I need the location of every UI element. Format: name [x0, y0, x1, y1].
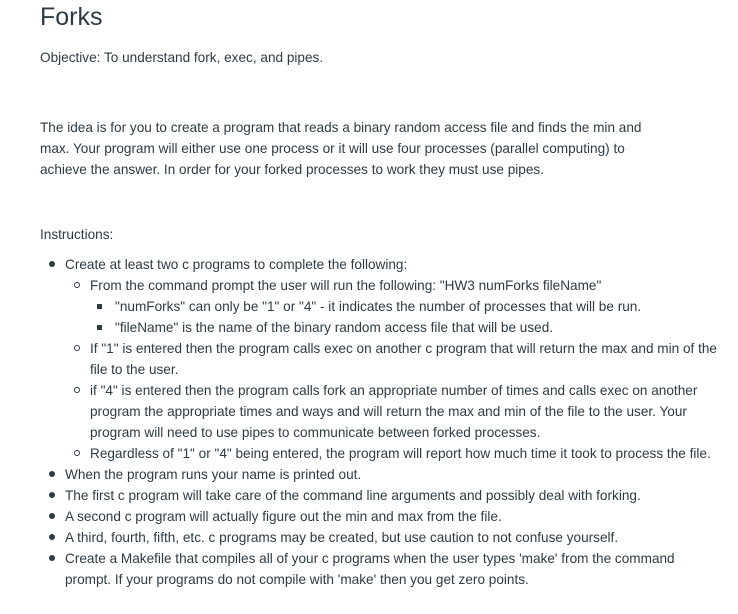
page-title: Forks	[40, 3, 103, 31]
assignment-content	[40, 0, 730, 590]
bullet-disc-icon	[49, 513, 55, 519]
instructions-list	[40, 254, 730, 590]
list-item	[40, 506, 730, 527]
sub-sub-list-item	[90, 296, 730, 317]
bullet-circle-icon	[74, 387, 80, 393]
list-item	[40, 548, 675, 590]
bullet-circle-icon	[74, 450, 80, 456]
list-item	[40, 464, 730, 485]
bullet-disc-icon	[49, 471, 55, 477]
sub-list-item-text: If "1" is entered then the program calls exec on another c program that will return the max and min of the file to the user.	[90, 341, 717, 377]
list-item-text: Create a Makefile that compiles all of your c programs when the user types 'make' from the command prompt. If your programs do not compile with 'make' then you get zero points.	[65, 551, 675, 587]
sub-sub-list	[90, 296, 730, 338]
bullet-disc-icon	[49, 492, 55, 498]
bullet-disc-icon	[49, 534, 55, 540]
list-item	[40, 254, 730, 464]
sub-list-item	[65, 380, 730, 443]
list-item-text: A third, fourth, fifth, etc. c programs may be created, but use caution to not confuse yourself.	[65, 530, 619, 545]
sub-sub-list-item-text: "fileName" is the name of the binary random access file that will be used.	[115, 320, 554, 335]
list-item	[40, 485, 730, 506]
list-item-text: A second c program will actually figure out the min and max from the file.	[65, 509, 502, 524]
sub-list-item	[65, 275, 730, 338]
bullet-disc-icon	[49, 261, 55, 267]
instructions-label: Instructions:	[40, 227, 114, 242]
objective-text: Objective: To understand fork, exec, and pipes.	[40, 50, 324, 65]
sub-sub-list-item	[90, 317, 730, 338]
sub-list-item-text: From the command prompt the user will run the following: "HW3 numForks fileName"	[90, 278, 602, 293]
sub-list-item	[65, 443, 730, 464]
list-item-text: The first c program will take care of the command line arguments and possibly deal with forking.	[65, 488, 641, 503]
sub-sub-list-item-text: "numForks" can only be "1" or "4" - it indicates the number of processes that will be run.	[115, 299, 642, 314]
list-item	[40, 527, 730, 548]
bullet-circle-icon	[74, 345, 80, 351]
sub-list-item-text: if "4" is entered then the program calls fork an appropriate number of times and calls exec on another program the appropriate times and ways and will return the max and min of the file to the user. Your program will need to use pipes to communicate between forked processes.	[90, 383, 698, 440]
bullet-square-icon	[97, 325, 102, 330]
bullet-disc-icon	[49, 555, 55, 561]
sub-list-item	[65, 338, 730, 380]
sub-list-item-text: Regardless of "1" or "4" being entered, the program will report how much time it took to process the file.	[90, 446, 711, 461]
list-item-text: Create at least two c programs to complete the following:	[65, 257, 408, 272]
idea-paragraph: The idea is for you to create a program that reads a binary random access file and finds the min and max. Your program will either use one process or it will use four processes (parallel computing) to achieve the answer. In order for your forked processes to work they must use pipes.	[40, 120, 642, 177]
list-item-text: When the program runs your name is printed out.	[65, 467, 362, 482]
sub-list	[65, 275, 730, 464]
bullet-square-icon	[97, 304, 102, 309]
bullet-circle-icon	[74, 282, 80, 288]
